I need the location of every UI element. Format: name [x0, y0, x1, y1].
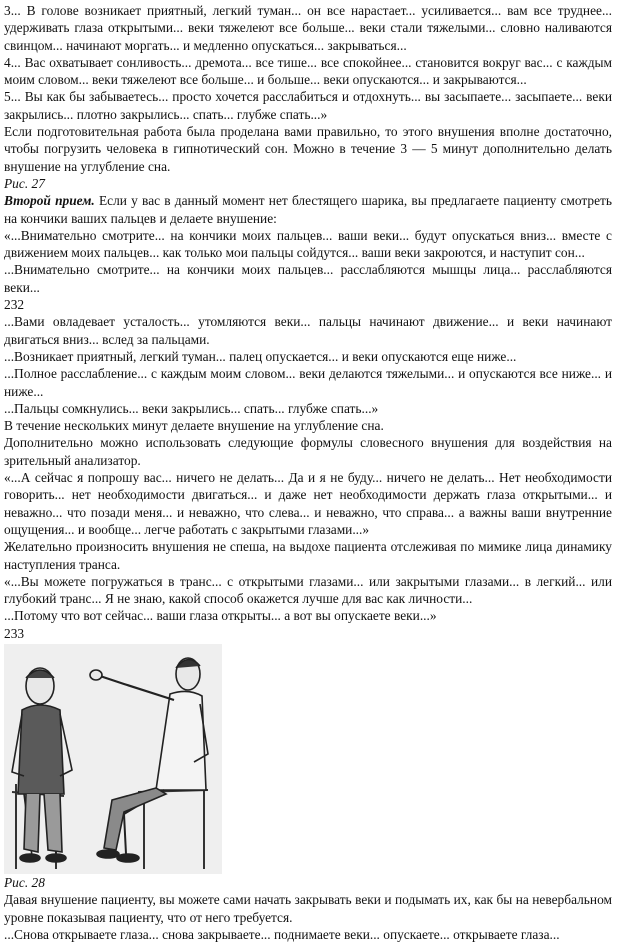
- paragraph-step-3: 3... В голове возникает приятный, легкий туман... он все нарастает... усиливается... вам все труднее... удерживать глаза открытыми... веки тяжелеют все больше... веки стали тяжелыми... словно наливаются свинцом... начинают моргать... и медленно опускаться... закрываться...: [4, 3, 612, 53]
- paragraph-do-nothing: «...А сейчас я попрошу вас... ничего не делать... Да и я не буду... ничего не делать... Нет необходимости говорить... нет необходимости двигаться... и даже нет необходимости держать глаза открытыми... и неважно... что позади меня... и неважно, что слева... и неважно, что справа... а важны ваши внутренние ощущения... и вообще... легче работать с закрытыми глазами...»: [4, 470, 612, 537]
- page-number-233: 233: [4, 625, 25, 641]
- paragraph-trance-choice: «...Вы можете погружаться в транс... с открытыми глазами... или закрытыми глазами... в легкий... или глубокий транс... Я не знаю, какой способ окажется лучше для вас как личности...: [4, 573, 612, 607]
- paragraph-step-4: 4... Вас охватывает сонливость... дремота... все тише... все спокойнее... становится вокруг вас... с каждым моим словом... веки тяжелеют все больше... и больше... веки опускаются... и закрываются...: [4, 54, 612, 88]
- caption-fig-28: Рис. 28: [4, 874, 45, 890]
- caption-fig-27: Рис. 27: [4, 175, 45, 191]
- hypnosis-scene-drawing: [4, 644, 222, 874]
- paragraph-fog: ...Возникает приятный, легкий туман... палец опускается... и веки опускаются еще ниже...: [4, 348, 517, 364]
- paragraph-relaxation: ...Полное расслабление... с каждым моим словом... веки делаются тяжелыми... и опускаются все ниже... и ниже...: [4, 366, 612, 399]
- paragraph-step-5: 5... Вы как бы забываетесь... просто хочется расслабиться и отдохнуть... вы засыпаете... засыпаете... веки закрылись... плотно закрылись... спать... глубже спать...»: [4, 89, 612, 122]
- second-method-heading: Второй прием.: [4, 193, 95, 209]
- paragraph-eyes-open: ...Потому что вот сейчас... ваши глаза открыты... а вот вы опускаете веки...»: [4, 608, 437, 624]
- second-method-text: Если у вас в данный момент нет блестящего шарика, вы предлагаете пациенту смотреть на кончики ваших пальцев и делаете внушение:: [4, 193, 613, 226]
- paragraph-nonverbal: Давая внушение пациенту, вы можете сами начать закрывать веки и подымать их, как бы на невербальном уровне показывая пациенту, что от него требуется.: [4, 892, 612, 925]
- paragraph-deepening: В течение нескольких минут делаете внушение на углубление сна.: [4, 418, 384, 434]
- figure-28-illustration: [4, 644, 222, 874]
- paragraph-fingers-2: ...Внимательно смотрите... на кончики моих пальцев... расслабляются мышцы лица... расслабляются веки...: [4, 262, 612, 295]
- paragraph-preparation-note: Если подготовительная работа была проделана вами правильно, то этого внушения вполне достаточно, чтобы погрузить человека в гипнотический сон. Можно в течение 3 — 5 минут дополнительно делать внушение на углубление сна.: [4, 124, 612, 174]
- paragraph-eyes-again: ...Снова открываете глаза... снова закрываете... поднимаете веки... опускаете... открываете глаза...: [4, 926, 560, 942]
- page-number-232: 232: [4, 297, 25, 313]
- paragraph-fingers-1: «...Внимательно смотрите... на кончики моих пальцев... ваши веки... будут опускаться вниз... вместе с движением моих пальцев... как только мои пальцы сойдутся... ваши веки закроются, и наступит сон...: [4, 227, 612, 261]
- paragraph-slow-speech: Желательно произносить внушения не спеша, на выдохе пациента отслеживая по мимике лица динамику наступления транса.: [4, 539, 612, 572]
- paragraph-second-method: [4, 192, 612, 227]
- paragraph-additional-formulas: Дополнительно можно использовать следующие формулы словесного внушения для воздействия на зрительный анализатор.: [4, 435, 612, 468]
- paragraph-fingers-closed: ...Пальцы сомкнулись... веки закрылись... спать... глубже спать...»: [4, 400, 379, 416]
- paragraph-fatigue: ...Вами овладевает усталость... утомляются веки... пальцы начинают движение... и веки начинают двигаться вниз... вслед за пальцами.: [4, 314, 612, 347]
